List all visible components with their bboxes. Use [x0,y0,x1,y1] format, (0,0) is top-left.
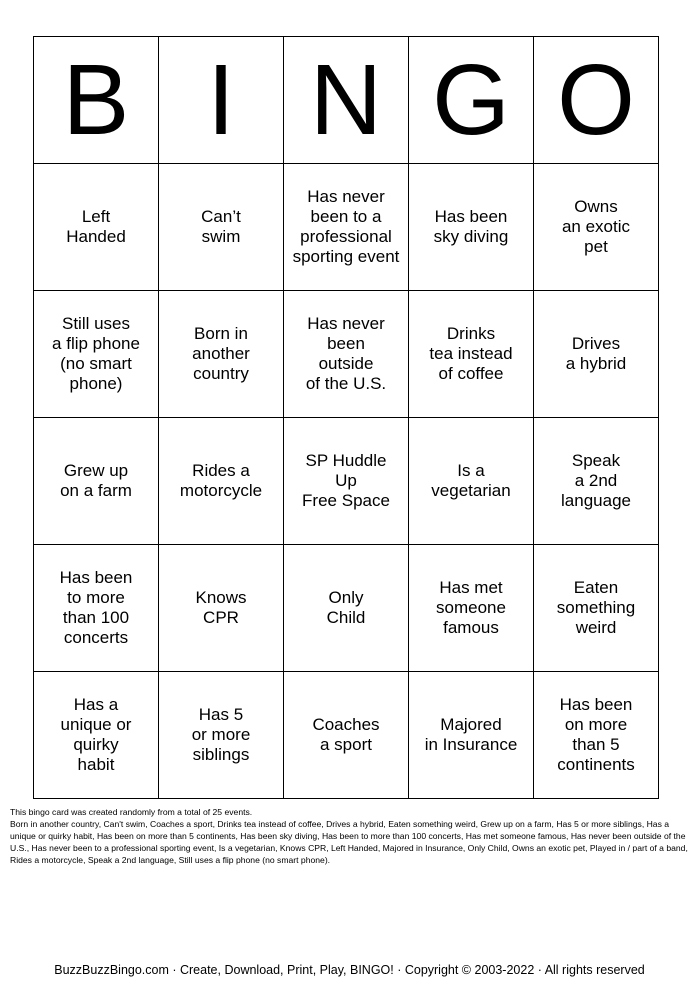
header-letter-o: O [534,37,659,164]
cell-text: Owns an exotic pet [561,197,631,256]
bingo-cell [284,545,409,672]
cell-text: Coaches a sport [312,715,380,754]
bingo-cell [34,672,159,799]
cell-text: Has never been outside of the U.S. [305,314,387,393]
bingo-card [33,36,659,799]
bingo-cell [409,545,534,672]
cell-text: Has been to more than 100 concerts [59,568,133,647]
card-row-1 [34,164,659,291]
bingo-cell [34,164,159,291]
cell-text: Is a vegetarian [431,461,511,500]
cell-text: SP Huddle Up Free Space [302,451,390,510]
bingo-cell [159,418,284,545]
cell-text: Drives a hybrid [565,334,627,373]
cell-text: Has been sky diving [433,207,509,246]
bingo-cell [534,545,659,672]
cell-text: Majored in Insurance [424,715,518,754]
cell-text: Born in another country [192,324,250,383]
cell-text: Left Handed [66,207,126,246]
card-description-intro: This bingo card was created randomly from a total of 25 events. [10,807,253,817]
bingo-cell [409,672,534,799]
bingo-cell [534,672,659,799]
cell-text: Grew up on a farm [60,461,132,500]
bingo-cell [534,291,659,418]
bingo-cell [534,418,659,545]
card-row-4 [34,545,659,672]
bingo-cell [409,418,534,545]
header-row [34,37,659,164]
cell-text: Has 5 or more siblings [191,705,251,764]
cell-text: Drinks tea instead of coffee [429,324,513,383]
header-letter-g: G [409,37,534,164]
header-letter-n: N [284,37,409,164]
bingo-cell [534,164,659,291]
bingo-cell [159,164,284,291]
bingo-cell [409,291,534,418]
cell-text: Has a unique or quirky habit [60,695,132,774]
card-row-3 [34,418,659,545]
bingo-cell [34,291,159,418]
cell-text: Still uses a flip phone (no smart phone) [52,314,140,393]
bingo-cell [284,672,409,799]
footer-copyright: BuzzBuzzBingo.com · Create, Download, Print, Play, BINGO! · Copyright © 2003-2022 · All rights reserved [54,963,645,977]
bingo-cell [159,545,284,672]
cell-text: Eaten something weird [556,578,636,637]
bingo-cell [284,291,409,418]
cell-text: Has never been to a professional sporting event [292,187,400,266]
bingo-cell [284,164,409,291]
cell-text: Has met someone famous [436,578,506,637]
cell-text: Speak a 2nd language [561,451,631,510]
cell-text: Has been on more than 5 continents [557,695,635,774]
card-description [10,806,690,866]
cell-text: Can’t swim [201,207,241,246]
header-letter-i: I [159,37,284,164]
cell-text: Rides a motorcycle [179,461,263,500]
card-description-events: Born in another country, Can't swim, Coaches a sport, Drinks tea instead of coffee, Drives a hybrid, Eaten something weird, Grew up on a farm, Has 5 or more siblings, Has a unique or quirky habit, Has been on more than 5 continents, Has been sky diving, Has been to more than 100 concerts, Has met someone famous, Has never been outside of the U.S., Has never been to a professional sporting event, Is a vegetarian, Knows CPR, Left Handed, Majored in Insurance, Only Child, Owns an exotic pet, Played in / part of a band, Rides a motorcycle, Speak a 2nd language, Still uses a flip phone (no smart phone). [10,819,688,865]
cell-text: Only Child [326,588,366,627]
cell-text: Knows CPR [195,588,247,627]
bingo-cell [159,672,284,799]
bingo-cell [34,545,159,672]
card-row-5 [34,672,659,799]
header-letter-b: B [34,37,159,164]
free-space-cell [284,418,409,545]
card-row-2 [34,291,659,418]
bingo-cell [159,291,284,418]
bingo-cell [409,164,534,291]
bingo-cell [34,418,159,545]
